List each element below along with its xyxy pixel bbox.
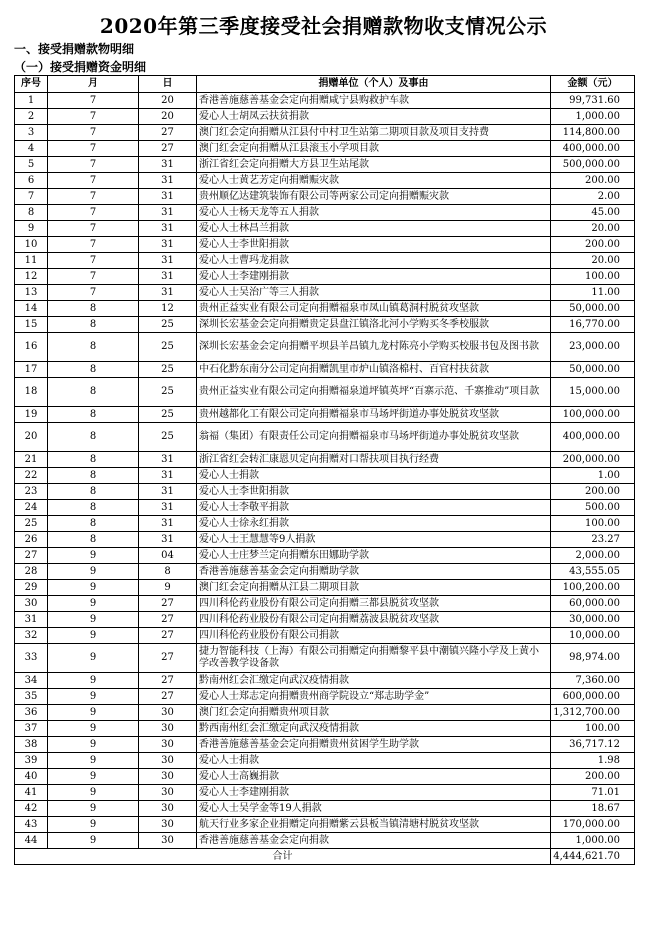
row-day: 30 (139, 737, 197, 753)
row-day: 31 (139, 205, 197, 221)
row-amount: 400,000.00 (551, 141, 635, 157)
row-day: 30 (139, 817, 197, 833)
row-number: 37 (15, 721, 48, 737)
row-day: 31 (139, 173, 197, 189)
row-month: 9 (48, 548, 139, 564)
row-day: 30 (139, 785, 197, 801)
row-description: 爱心人士郑志定向捐赠贵州商学院设立“郑志助学金” (197, 689, 551, 705)
table-row (15, 237, 635, 253)
row-amount: 20.00 (551, 221, 635, 237)
row-day: 25 (139, 407, 197, 423)
row-month: 7 (48, 125, 139, 141)
row-month: 7 (48, 189, 139, 205)
table-row (15, 548, 635, 564)
row-number: 12 (15, 269, 48, 285)
row-number: 3 (15, 125, 48, 141)
row-number: 16 (15, 333, 48, 362)
row-month: 7 (48, 269, 139, 285)
row-number: 15 (15, 317, 48, 333)
row-number: 32 (15, 628, 48, 644)
row-amount: 100,200.00 (551, 580, 635, 596)
row-month: 7 (48, 221, 139, 237)
table-row (15, 285, 635, 301)
row-amount: 2.00 (551, 189, 635, 205)
table-row (15, 141, 635, 157)
row-day: 25 (139, 317, 197, 333)
row-amount: 23,000.00 (551, 333, 635, 362)
table-row (15, 484, 635, 500)
row-day: 31 (139, 221, 197, 237)
row-day: 30 (139, 801, 197, 817)
row-description: 深圳长宏基金会定向捐赠平坝县羊昌镇九龙村陈亮小学购买校服书包及图书款 (197, 333, 551, 362)
header-month: 月 (48, 76, 139, 93)
row-day: 31 (139, 452, 197, 468)
table-row (15, 705, 635, 721)
row-amount: 1,312,700.00 (551, 705, 635, 721)
row-amount: 99,731.60 (551, 93, 635, 109)
row-month: 8 (48, 500, 139, 516)
row-amount: 36,717.12 (551, 737, 635, 753)
row-number: 25 (15, 516, 48, 532)
row-number: 26 (15, 532, 48, 548)
row-day: 27 (139, 125, 197, 141)
row-description: 爱心人士李敬平捐款 (197, 500, 551, 516)
row-day: 25 (139, 362, 197, 378)
table-row (15, 452, 635, 468)
row-amount: 100.00 (551, 269, 635, 285)
row-number: 33 (15, 644, 48, 673)
table-row (15, 205, 635, 221)
row-month: 7 (48, 141, 139, 157)
row-amount: 98,974.00 (551, 644, 635, 673)
row-day: 30 (139, 705, 197, 721)
row-day: 31 (139, 468, 197, 484)
row-number: 1 (15, 93, 48, 109)
row-number: 11 (15, 253, 48, 269)
row-amount: 114,800.00 (551, 125, 635, 141)
row-number: 38 (15, 737, 48, 753)
row-amount: 18.67 (551, 801, 635, 817)
row-amount: 71.01 (551, 785, 635, 801)
row-month: 7 (48, 157, 139, 173)
row-number: 28 (15, 564, 48, 580)
row-number: 27 (15, 548, 48, 564)
row-month: 9 (48, 596, 139, 612)
row-description: 浙江省红会定向捐赠大方县卫生站尾款 (197, 157, 551, 173)
row-amount: 43,555.05 (551, 564, 635, 580)
table-row (15, 173, 635, 189)
row-month: 7 (48, 205, 139, 221)
row-number: 6 (15, 173, 48, 189)
row-month: 9 (48, 753, 139, 769)
row-description: 贵州越都化工有限公司定向捐赠福泉市马场坪街道办事处脱贫攻坚款 (197, 407, 551, 423)
row-amount: 2,000.00 (551, 548, 635, 564)
row-number: 4 (15, 141, 48, 157)
row-month: 7 (48, 93, 139, 109)
row-amount: 200,000.00 (551, 452, 635, 468)
table-row (15, 269, 635, 285)
row-description: 翁福（集团）有限责任公司定向捐赠福泉市马场坪街道办事处脱贫攻坚款 (197, 423, 551, 452)
row-number: 43 (15, 817, 48, 833)
row-month: 7 (48, 109, 139, 125)
table-row (15, 253, 635, 269)
row-amount: 1.98 (551, 753, 635, 769)
table-row (15, 221, 635, 237)
row-amount: 10,000.00 (551, 628, 635, 644)
row-description: 浙江省红会转汇康恩贝定向捐赠对口帮扶项目执行经费 (197, 452, 551, 468)
table-row (15, 317, 635, 333)
row-amount: 30,000.00 (551, 612, 635, 628)
table-row (15, 157, 635, 173)
donation-table (14, 75, 635, 865)
row-description: 爱心人士王慧慧等9人捐款 (197, 532, 551, 548)
row-amount: 11.00 (551, 285, 635, 301)
table-row (15, 125, 635, 141)
row-month: 8 (48, 362, 139, 378)
row-number: 13 (15, 285, 48, 301)
row-number: 17 (15, 362, 48, 378)
row-description: 爱心人士李世阳捐款 (197, 484, 551, 500)
row-month: 9 (48, 689, 139, 705)
row-description: 爱心人士吴治广等三人捐款 (197, 285, 551, 301)
row-number: 41 (15, 785, 48, 801)
row-description: 四川科伦药业股份有限公司定向捐赠三都县脱贫攻坚款 (197, 596, 551, 612)
row-amount: 100,000.00 (551, 407, 635, 423)
row-month: 8 (48, 452, 139, 468)
row-month: 8 (48, 484, 139, 500)
row-month: 9 (48, 737, 139, 753)
row-day: 8 (139, 564, 197, 580)
row-month: 8 (48, 516, 139, 532)
row-number: 5 (15, 157, 48, 173)
row-day: 31 (139, 532, 197, 548)
row-amount: 400,000.00 (551, 423, 635, 452)
row-month: 9 (48, 769, 139, 785)
table-row (15, 801, 635, 817)
row-day: 27 (139, 628, 197, 644)
table-row (15, 532, 635, 548)
row-description: 爱心人士捐款 (197, 468, 551, 484)
row-day: 04 (139, 548, 197, 564)
total-label: 合计 (15, 849, 551, 865)
row-month: 9 (48, 801, 139, 817)
row-month: 7 (48, 253, 139, 269)
row-month: 7 (48, 237, 139, 253)
row-day: 27 (139, 644, 197, 673)
header-no: 序号 (15, 76, 48, 93)
row-day: 27 (139, 141, 197, 157)
row-amount: 100.00 (551, 516, 635, 532)
total-amount: 4,444,621.70 (551, 849, 635, 865)
table-row (15, 628, 635, 644)
row-description: 爱心人士胡凤云扶贫捐款 (197, 109, 551, 125)
row-description: 爱心人士林昌兰捐款 (197, 221, 551, 237)
row-day: 27 (139, 689, 197, 705)
row-number: 42 (15, 801, 48, 817)
row-number: 14 (15, 301, 48, 317)
row-number: 30 (15, 596, 48, 612)
row-day: 25 (139, 333, 197, 362)
table-row (15, 189, 635, 205)
row-number: 2 (15, 109, 48, 125)
row-day: 9 (139, 580, 197, 596)
table-row (15, 833, 635, 849)
row-day: 20 (139, 93, 197, 109)
row-month: 9 (48, 580, 139, 596)
row-day: 30 (139, 769, 197, 785)
row-month: 8 (48, 423, 139, 452)
table-row (15, 817, 635, 833)
row-month: 9 (48, 817, 139, 833)
table-row (15, 737, 635, 753)
row-number: 8 (15, 205, 48, 221)
section-heading: 一、接受捐赠款物明细 (14, 42, 135, 56)
row-number: 10 (15, 237, 48, 253)
row-amount: 500,000.00 (551, 157, 635, 173)
table-row (15, 301, 635, 317)
row-month: 9 (48, 628, 139, 644)
row-day: 20 (139, 109, 197, 125)
row-day: 31 (139, 189, 197, 205)
row-month: 9 (48, 785, 139, 801)
row-description: 澳门红会定向捐赠贵州项目款 (197, 705, 551, 721)
table-row (15, 500, 635, 516)
table-row (15, 580, 635, 596)
table-row (15, 93, 635, 109)
table-row (15, 596, 635, 612)
row-month: 9 (48, 564, 139, 580)
table-row (15, 612, 635, 628)
row-number: 34 (15, 673, 48, 689)
table-row (15, 769, 635, 785)
row-description: 香港善施慈善基金会定向捐赠贵州贫困学生助学款 (197, 737, 551, 753)
table-header-row (15, 76, 635, 93)
row-day: 30 (139, 753, 197, 769)
row-number: 29 (15, 580, 48, 596)
row-day: 30 (139, 721, 197, 737)
row-description: 航天行业多家企业捐赠定向捐赠紫云县板当镇清塘村脱贫攻坚款 (197, 817, 551, 833)
row-description: 爱心人士庄梦兰定向捐赠东田娜助学款 (197, 548, 551, 564)
table-row (15, 362, 635, 378)
row-amount: 16,770.00 (551, 317, 635, 333)
header-day: 日 (139, 76, 197, 93)
row-amount: 170,000.00 (551, 817, 635, 833)
row-day: 27 (139, 596, 197, 612)
row-day: 31 (139, 269, 197, 285)
row-month: 9 (48, 833, 139, 849)
row-month: 8 (48, 407, 139, 423)
table-row (15, 333, 635, 362)
table-row (15, 753, 635, 769)
row-day: 25 (139, 378, 197, 407)
row-amount: 200.00 (551, 769, 635, 785)
row-amount: 45.00 (551, 205, 635, 221)
row-amount: 200.00 (551, 173, 635, 189)
row-amount: 500.00 (551, 500, 635, 516)
row-description: 四川科伦药业股份有限公司捐款 (197, 628, 551, 644)
row-day: 30 (139, 833, 197, 849)
row-description: 爱心人士李建刚捐款 (197, 785, 551, 801)
row-description: 爱心人士曹玛龙捐款 (197, 253, 551, 269)
row-number: 24 (15, 500, 48, 516)
row-month: 8 (48, 532, 139, 548)
row-number: 9 (15, 221, 48, 237)
row-description: 爱心人士高巍捐款 (197, 769, 551, 785)
row-month: 9 (48, 612, 139, 628)
total-row (15, 849, 635, 865)
row-month: 8 (48, 333, 139, 362)
row-number: 44 (15, 833, 48, 849)
row-amount: 60,000.00 (551, 596, 635, 612)
row-number: 7 (15, 189, 48, 205)
row-day: 31 (139, 253, 197, 269)
row-amount: 1,000.00 (551, 109, 635, 125)
table-row (15, 407, 635, 423)
row-amount: 15,000.00 (551, 378, 635, 407)
row-day: 25 (139, 423, 197, 452)
table-row (15, 378, 635, 407)
row-day: 31 (139, 516, 197, 532)
row-description: 澳门红会定向捐赠从江县二期项目款 (197, 580, 551, 596)
row-amount: 50,000.00 (551, 301, 635, 317)
row-number: 40 (15, 769, 48, 785)
row-number: 23 (15, 484, 48, 500)
row-day: 31 (139, 285, 197, 301)
table-body (15, 93, 635, 865)
row-month: 9 (48, 705, 139, 721)
row-description: 黔南州红会汇缴定向武汉疫情捐款 (197, 673, 551, 689)
row-amount: 23.27 (551, 532, 635, 548)
row-description: 黔西南州红会汇缴定向武汉疫情捐款 (197, 721, 551, 737)
page-title: 2020年第三季度接受社会捐赠款物收支情况公示 (99, 14, 548, 38)
table-row (15, 468, 635, 484)
row-number: 21 (15, 452, 48, 468)
row-description: 贵州正益实业有限公司定向捐赠福泉市凤山镇葛洞村脱贫攻坚款 (197, 301, 551, 317)
table-row (15, 109, 635, 125)
subsection-heading: （一）接受捐赠资金明细 (14, 60, 147, 74)
row-description: 爱心人士徐永红捐款 (197, 516, 551, 532)
row-month: 8 (48, 317, 139, 333)
row-amount: 200.00 (551, 484, 635, 500)
table-row (15, 644, 635, 673)
row-day: 27 (139, 612, 197, 628)
row-amount: 50,000.00 (551, 362, 635, 378)
row-number: 39 (15, 753, 48, 769)
row-description: 爱心人士李世阳捐款 (197, 237, 551, 253)
row-description: 爱心人士李建刚捐款 (197, 269, 551, 285)
table-row (15, 721, 635, 737)
row-day: 31 (139, 237, 197, 253)
row-description: 捷力智能科技（上海）有限公司捐赠定向捐赠黎平县中潮镇兴隆小学及上黄小学改善教学设备款 (197, 644, 551, 673)
row-description: 中石化黔东南分公司定向捐赠凯里市炉山镇洛棉村、百官村扶贫款 (197, 362, 551, 378)
row-amount: 100.00 (551, 721, 635, 737)
table-row (15, 516, 635, 532)
row-description: 爱心人士捐款 (197, 753, 551, 769)
row-month: 8 (48, 301, 139, 317)
row-description: 香港善施慈善基金会定向捐赠助学款 (197, 564, 551, 580)
row-month: 7 (48, 173, 139, 189)
row-day: 12 (139, 301, 197, 317)
table-row (15, 689, 635, 705)
table-row (15, 785, 635, 801)
row-description: 爱心人士杨天龙等五人捐款 (197, 205, 551, 221)
row-description: 香港善施慈善基金会定向捐赠咸宁县购救护车款 (197, 93, 551, 109)
row-month: 7 (48, 285, 139, 301)
header-description: 捐赠单位（个人）及事由 (197, 76, 551, 93)
table-row (15, 564, 635, 580)
row-month: 8 (48, 468, 139, 484)
row-amount: 7,360.00 (551, 673, 635, 689)
row-number: 22 (15, 468, 48, 484)
row-description: 香港善施慈善基金会定向捐款 (197, 833, 551, 849)
row-description: 澳门红会定向捐赠从江县付中村卫生站第二期项目款及项目支持费 (197, 125, 551, 141)
row-amount: 600,000.00 (551, 689, 635, 705)
table-row (15, 423, 635, 452)
row-number: 36 (15, 705, 48, 721)
row-description: 贵州正益实业有限公司定向捐赠福泉道坪镇英坪“百寨示范、千寨推动”项目款 (197, 378, 551, 407)
row-month: 9 (48, 721, 139, 737)
row-description: 四川科伦药业股份有限公司定向捐赠荔波县脱贫攻坚款 (197, 612, 551, 628)
row-day: 31 (139, 157, 197, 173)
row-description: 爱心人士吴学金等19人捐款 (197, 801, 551, 817)
row-description: 贵州顺亿达建筑装饰有限公司等两家公司定向捐赠赈灾款 (197, 189, 551, 205)
table-row (15, 673, 635, 689)
row-month: 9 (48, 644, 139, 673)
row-amount: 1,000.00 (551, 833, 635, 849)
row-day: 27 (139, 673, 197, 689)
row-number: 19 (15, 407, 48, 423)
row-description: 澳门红会定向捐赠从江县滚玉小学项目款 (197, 141, 551, 157)
row-day: 31 (139, 500, 197, 516)
row-description: 爱心人士黄艺芳定向捐赠赈灾款 (197, 173, 551, 189)
row-number: 18 (15, 378, 48, 407)
row-day: 31 (139, 484, 197, 500)
row-amount: 1.00 (551, 468, 635, 484)
header-amount: 金额（元） (551, 76, 635, 93)
row-amount: 200.00 (551, 237, 635, 253)
row-number: 35 (15, 689, 48, 705)
row-month: 8 (48, 378, 139, 407)
row-number: 31 (15, 612, 48, 628)
row-description: 深圳长宏基金会定向捐赠贵定县盘江镇洛北河小学购买冬季校服款 (197, 317, 551, 333)
row-month: 9 (48, 673, 139, 689)
row-amount: 20.00 (551, 253, 635, 269)
row-number: 20 (15, 423, 48, 452)
